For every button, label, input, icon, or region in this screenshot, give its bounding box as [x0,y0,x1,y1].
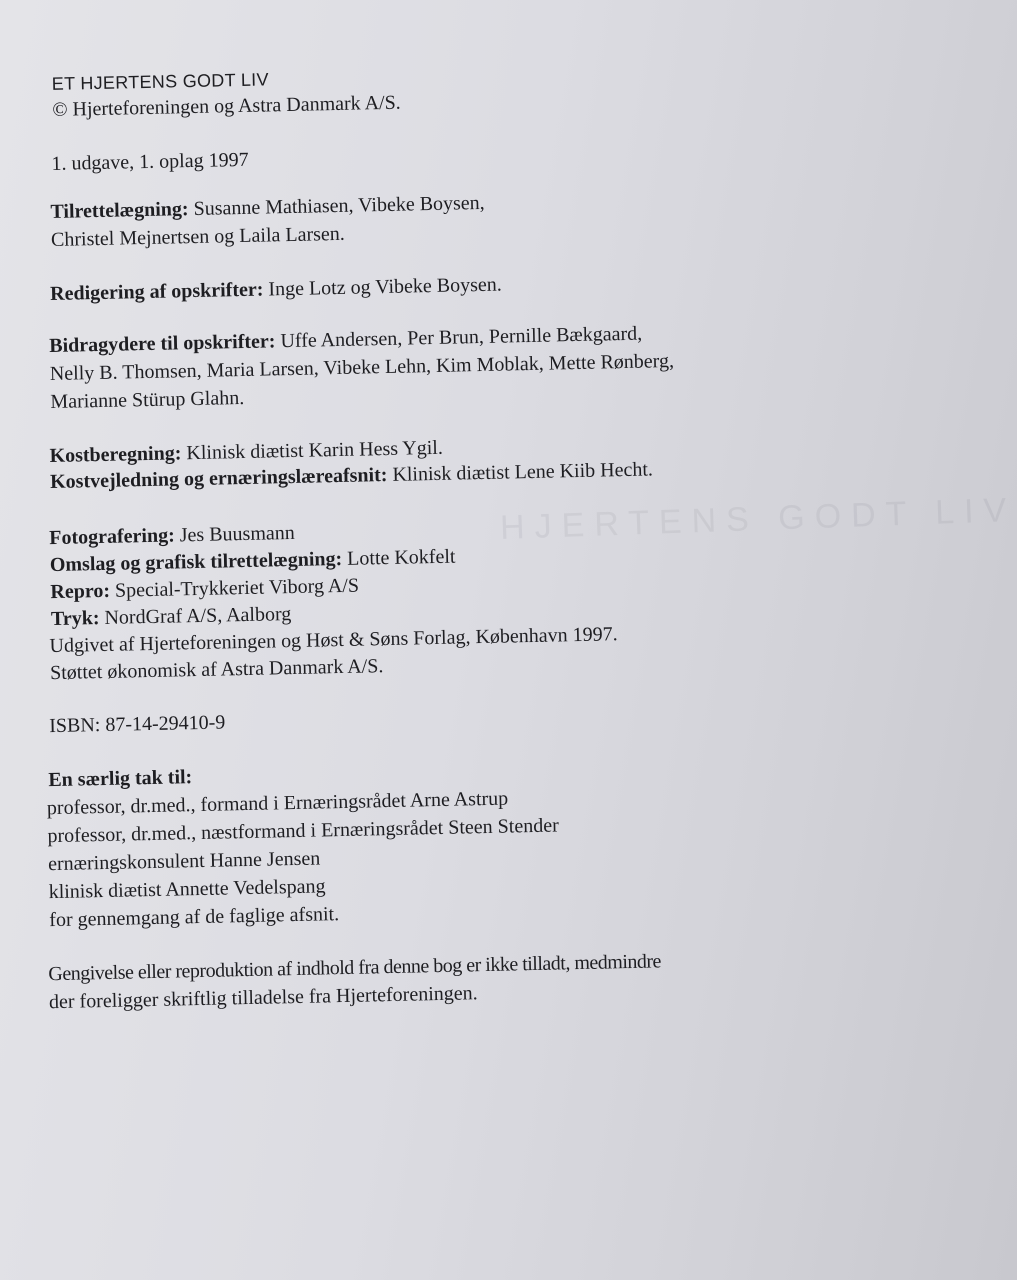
credit-tilrettelaegning [50,190,485,226]
copyright-line: © Hjerteforeningen og Astra Danmark A/S. [52,91,401,121]
notice-line: Gengivelse eller reproduktion af indhold fra denne bog er ikke tilladt, medmindre [48,950,662,986]
thanks-line: for gennemgang af de faglige afsnit. [49,903,340,932]
thanks-line: ernæringskonsulent Hanne Jensen [47,847,321,876]
thanks-line: professor, dr.med., næstformand i Ernæringsrådet Steen Stender [47,814,559,848]
notice-line: der foreligger skriftlig tilladelse fra Hjerteforeningen. [48,982,478,1014]
sponsor-line: Støttet økonomisk af Astra Danmark A/S. [49,655,384,685]
credit-value: Inge Lotz og Vibeke Boysen. [268,273,502,301]
thanks-heading-text: En særlig tak til: [48,766,193,792]
credit-value: Special-Trykkeriet Viborg A/S [114,574,360,602]
book-title: ET HJERTENS GODT LIV [51,69,269,94]
credit-label: Kostvejledning og ernæringslæreafsnit: [49,463,388,494]
credit-label: Redigering af opskrifter: [49,278,264,306]
credit-value: Susanne Mathiasen, Vibeke Boysen, [193,191,485,220]
credit-tilrettelaegning-cont: Christel Mejnertsen og Laila Larsen. [50,222,346,251]
credit-label: Tilrettelægning: [50,198,189,223]
credit-bidragydere-cont: Nelly B. Thomsen, Maria Larsen, Vibeke Lehn, Kim Moblak, Mette Rønberg, [49,349,675,386]
thanks-heading [48,764,192,794]
thanks-line: professor, dr.med., formand i Ernæringsrådet Arne Astrup [46,787,509,820]
thanks-line: klinisk diætist Annette Vedelspang [48,875,326,904]
credit-bidragydere-cont2: Marianne Stürup Glahn. [50,386,245,414]
credit-value: Klinisk diætist Karin Hess Ygil. [186,436,444,465]
credit-label: Omslag og grafisk tilrettelægning: [49,547,343,577]
credit-label: Fotografering: [49,524,175,550]
publisher-line: Udgivet af Hjerteforeningen og Høst & Søns Forlag, København 1997. [49,623,618,658]
edition-line: 1. udgave, 1. oplag 1997 [51,148,249,175]
credit-redigering [50,272,502,308]
credit-repro [50,573,359,606]
credit-value: Lotte Kokfelt [346,545,456,570]
show-through-text: HJERTENS GODT LIV [499,491,1017,547]
credit-label: Repro: [50,579,111,604]
credit-label: Kostberegning: [49,442,182,468]
credit-value: Klinisk diætist Lene Kiib Hecht. [392,458,654,486]
credit-label: Tryk: [50,607,100,631]
credit-value: NordGraf A/S, Aalborg [104,603,292,629]
credit-value: Jes Buusmann [179,521,295,547]
isbn-line: ISBN: 87-14-29410-9 [48,711,226,738]
credit-label: Bidragydere til opskrifter: [49,330,276,358]
credit-value: Uffe Andersen, Per Brun, Pernille Bækgaard, [280,322,643,353]
